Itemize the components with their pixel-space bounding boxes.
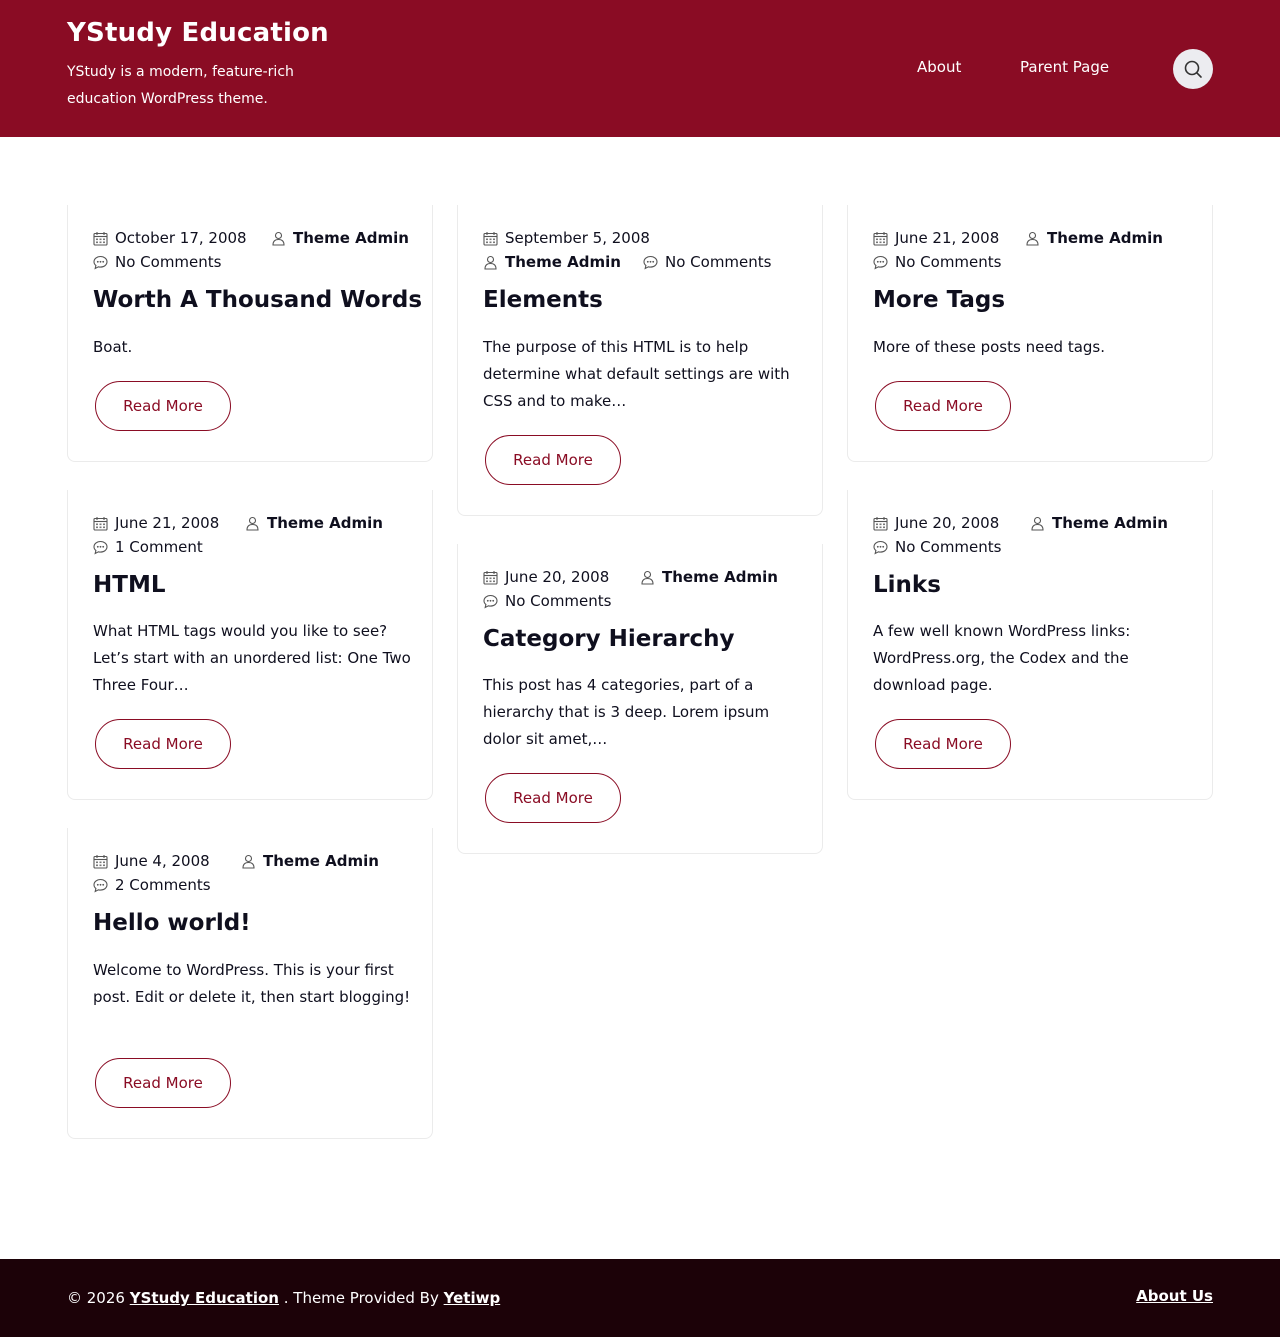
post-meta-author xyxy=(640,568,778,586)
post-card xyxy=(457,205,823,516)
user-icon xyxy=(245,516,260,531)
post-meta-comments xyxy=(873,253,1001,271)
calendar-icon xyxy=(873,231,888,246)
post-title[interactable]: Worth A Thousand Words xyxy=(93,287,423,313)
post-meta-date xyxy=(483,229,650,247)
comment-icon xyxy=(93,540,108,555)
site-footer xyxy=(0,1259,1280,1337)
post-author[interactable]: Theme Admin xyxy=(662,568,778,586)
post-card xyxy=(67,828,433,1139)
comment-icon xyxy=(873,540,888,555)
read-more-button[interactable]: Read More xyxy=(95,381,231,431)
footer-provider-link[interactable]: Yetiwp xyxy=(443,1289,501,1307)
post-author[interactable]: Theme Admin xyxy=(505,253,621,271)
nav-item-about[interactable]: About xyxy=(917,58,962,76)
post-comments[interactable]: No Comments xyxy=(895,253,1002,271)
calendar-icon xyxy=(93,231,108,246)
post-author[interactable]: Theme Admin xyxy=(1047,229,1163,247)
post-meta-comments xyxy=(643,253,771,271)
site-header xyxy=(0,0,1280,137)
post-author[interactable]: Theme Admin xyxy=(263,852,379,870)
post-title[interactable]: Elements xyxy=(483,287,603,313)
post-card xyxy=(457,544,823,854)
post-excerpt: Welcome to WordPress. This is your first post. Edit or delete it, then start blogging! xyxy=(93,961,411,1006)
post-card xyxy=(67,490,433,800)
post-meta-author xyxy=(241,852,379,870)
read-more-button[interactable]: Read More xyxy=(485,435,621,485)
post-card xyxy=(847,205,1213,462)
user-icon xyxy=(271,231,286,246)
post-comments[interactable]: No Comments xyxy=(115,253,222,271)
user-icon xyxy=(640,570,655,585)
copyright-text: © 2026 xyxy=(67,1289,125,1307)
footer-about-us-link[interactable]: About Us xyxy=(1136,1287,1213,1305)
post-comments[interactable]: No Comments xyxy=(895,538,1002,556)
post-excerpt: Boat. xyxy=(93,338,133,356)
comment-icon xyxy=(93,878,108,893)
post-meta-author xyxy=(271,229,409,247)
comment-icon xyxy=(643,255,658,270)
read-more-button[interactable]: Read More xyxy=(875,719,1011,769)
user-icon xyxy=(241,854,256,869)
read-more-button[interactable]: Read More xyxy=(875,381,1011,431)
site-title[interactable]: YStudy Education xyxy=(67,18,329,48)
post-title[interactable]: Links xyxy=(873,572,941,598)
calendar-icon xyxy=(483,570,498,585)
post-comments[interactable]: 1 Comment xyxy=(115,538,203,556)
calendar-icon xyxy=(873,516,888,531)
nav-item-parent-page[interactable]: Parent Page xyxy=(1020,58,1110,76)
post-comments[interactable]: No Comments xyxy=(505,592,612,610)
post-meta-date xyxy=(873,514,999,532)
read-more-button[interactable]: Read More xyxy=(485,773,621,823)
post-meta-author xyxy=(1030,514,1168,532)
calendar-icon xyxy=(93,516,108,531)
post-meta-comments xyxy=(483,592,611,610)
post-excerpt: The purpose of this HTML is to help determine what default settings are with CSS and to make… xyxy=(483,338,790,410)
post-meta-author xyxy=(483,253,621,271)
post-meta-author xyxy=(1025,229,1163,247)
post-date[interactable]: June 21, 2008 xyxy=(895,229,1000,247)
post-meta-date xyxy=(873,229,999,247)
post-meta-date xyxy=(483,568,609,586)
user-icon xyxy=(1030,516,1045,531)
post-excerpt: A few well known WordPress links: WordPress.org, the Codex and the download page. xyxy=(873,622,1131,694)
read-more-button[interactable]: Read More xyxy=(95,1058,231,1108)
post-card xyxy=(847,490,1213,800)
user-icon xyxy=(1025,231,1040,246)
post-date[interactable]: June 20, 2008 xyxy=(505,568,610,586)
post-date[interactable]: October 17, 2008 xyxy=(115,229,247,247)
post-title[interactable]: Category Hierarchy xyxy=(483,626,735,652)
search-icon xyxy=(1183,59,1203,79)
post-title[interactable]: HTML xyxy=(93,572,166,598)
post-meta-author xyxy=(245,514,383,532)
read-more-button[interactable]: Read More xyxy=(95,719,231,769)
site-description: YStudy is a modern, feature-rich education WordPress theme. xyxy=(67,64,294,107)
post-meta-comments xyxy=(873,538,1001,556)
post-meta-date xyxy=(93,852,210,870)
post-meta-comments xyxy=(93,253,221,271)
user-icon xyxy=(483,255,498,270)
post-date[interactable]: June 21, 2008 xyxy=(115,514,220,532)
comment-icon xyxy=(93,255,108,270)
post-author[interactable]: Theme Admin xyxy=(293,229,409,247)
calendar-icon xyxy=(93,854,108,869)
post-excerpt: What HTML tags would you like to see? Let’s start with an unordered list: One Two Three Four… xyxy=(93,622,411,694)
post-meta-date xyxy=(93,514,219,532)
post-title[interactable]: Hello world! xyxy=(93,910,251,936)
comment-icon xyxy=(873,255,888,270)
comment-icon xyxy=(483,594,498,609)
post-excerpt: This post has 4 categories, part of a hierarchy that is 3 deep. Lorem ipsum dolor sit amet,… xyxy=(483,676,770,748)
post-comments[interactable]: No Comments xyxy=(665,253,772,271)
post-comments[interactable]: 2 Comments xyxy=(115,876,211,894)
post-date[interactable]: June 20, 2008 xyxy=(895,514,1000,532)
post-date[interactable]: September 5, 2008 xyxy=(505,229,650,247)
post-author[interactable]: Theme Admin xyxy=(267,514,383,532)
post-meta-comments xyxy=(93,538,203,556)
provided-by-text: . Theme Provided By xyxy=(283,1289,439,1307)
post-excerpt: More of these posts need tags. xyxy=(873,338,1106,356)
search-button[interactable] xyxy=(1173,49,1213,89)
post-meta-date xyxy=(93,229,247,247)
footer-copyright xyxy=(67,1289,500,1307)
post-meta-comments xyxy=(93,876,211,894)
post-title[interactable]: More Tags xyxy=(873,287,1006,313)
footer-site-link[interactable]: YStudy Education xyxy=(129,1289,279,1307)
post-date[interactable]: June 4, 2008 xyxy=(115,852,210,870)
post-card xyxy=(67,205,433,462)
calendar-icon xyxy=(483,231,498,246)
post-author[interactable]: Theme Admin xyxy=(1052,514,1168,532)
